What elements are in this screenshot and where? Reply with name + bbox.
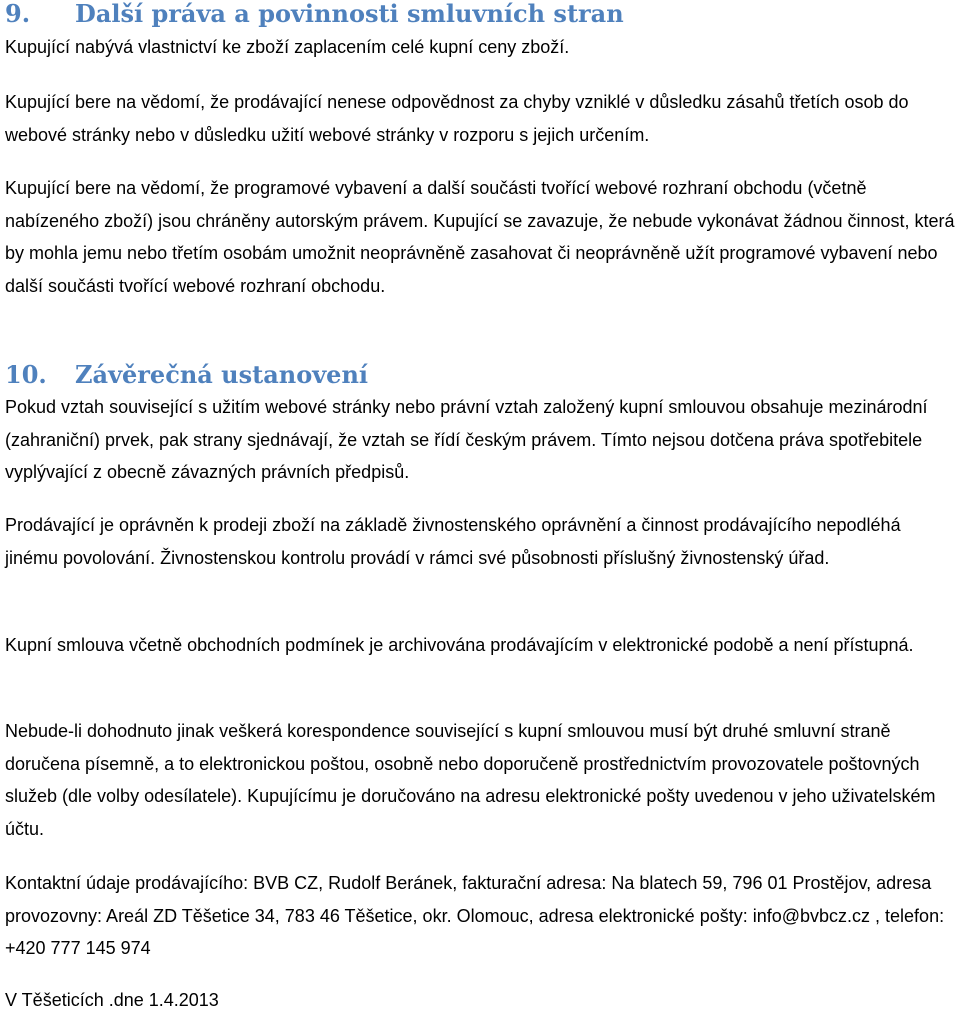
place-date-signoff: V Těšeticích .dne 1.4.2013: [5, 990, 219, 1010]
section-10-paragraph-4: Nebude-li dohodnuto jinak veškerá korespondence související s kupní smlouvou musí být druhé smluvní straně doručena písemně, a to elektronickou poštou, osobně nebo doporučeně prostřednictvím provozovatele poštovných služeb (dle volby odesílatele). Kupujícímu je doručováno na adresu elektronické pošty uvedenou v jeho uživatelském účtu.: [5, 721, 936, 839]
section-9-paragraph-1: Kupující nabývá vlastnictví ke zboží zaplacením celé kupní ceny zboží.: [5, 37, 570, 57]
section-10-contact-paragraph: Kontaktní údaje prodávajícího: BVB CZ, Rudolf Beránek, fakturační adresa: Na blatech 59, 796 01 Prostějov, adresa provozovny: Areál ZD Těšetice 34, 783 46 Těšetice, okr. Olomouc, adresa elektronické pošty: info@bvbcz.cz , telefon: +420 777 145 974: [5, 873, 945, 958]
section-9-number: 9.: [5, 0, 31, 28]
section-9-heading: [5, 0, 624, 28]
section-10-title: Závěrečná ustanovení: [75, 360, 369, 389]
section-10-number: 10.: [5, 360, 47, 389]
section-9-paragraph-3: Kupující bere na vědomí, že programové vybavení a další součásti tvořící webové rozhraní obchodu (včetně nabízeného zboží) jsou chráněny autorským právem. Kupující se zavazuje, že nebude vykonávat žádnou činnost, která by mohla jemu nebo třetím osobám umožnit neoprávněně zasahovat či neoprávněně užít programové vybavení nebo další součásti tvořící webové rozhraní obchodu.: [5, 178, 955, 296]
section-10-paragraph-1: Pokud vztah související s užitím webové stránky nebo právní vztah založený kupní smlouvou obsahuje mezinárodní (zahraniční) prvek, pak strany sjednávají, že vztah se řídí českým právem. Tímto nejsou dotčena práva spotřebitele vyplývající z obecně závazných právních předpisů.: [5, 397, 928, 482]
section-10-paragraph-3: Kupní smlouva včetně obchodních podmínek je archivována prodávajícím v elektronické podobě a není přístupná.: [5, 635, 914, 655]
section-10-heading: [5, 361, 368, 389]
section-9-title: Další práva a povinnosti smluvních stran: [75, 0, 624, 28]
section-9-paragraph-2: Kupující bere na vědomí, že prodávající nenese odpovědnost za chyby vzniklé v důsledku zásahů třetích osob do webové stránky nebo v důsledku užití webové stránky v rozporu s jejich určením.: [5, 92, 909, 145]
section-10-paragraph-2: Prodávající je oprávněn k prodeji zboží na základě živnostenského oprávnění a činnost prodávajícího nepodléhá jinému povolování. Živnostenskou kontrolu provádí v rámci své působnosti příslušný živnostenský úřad.: [5, 515, 901, 568]
